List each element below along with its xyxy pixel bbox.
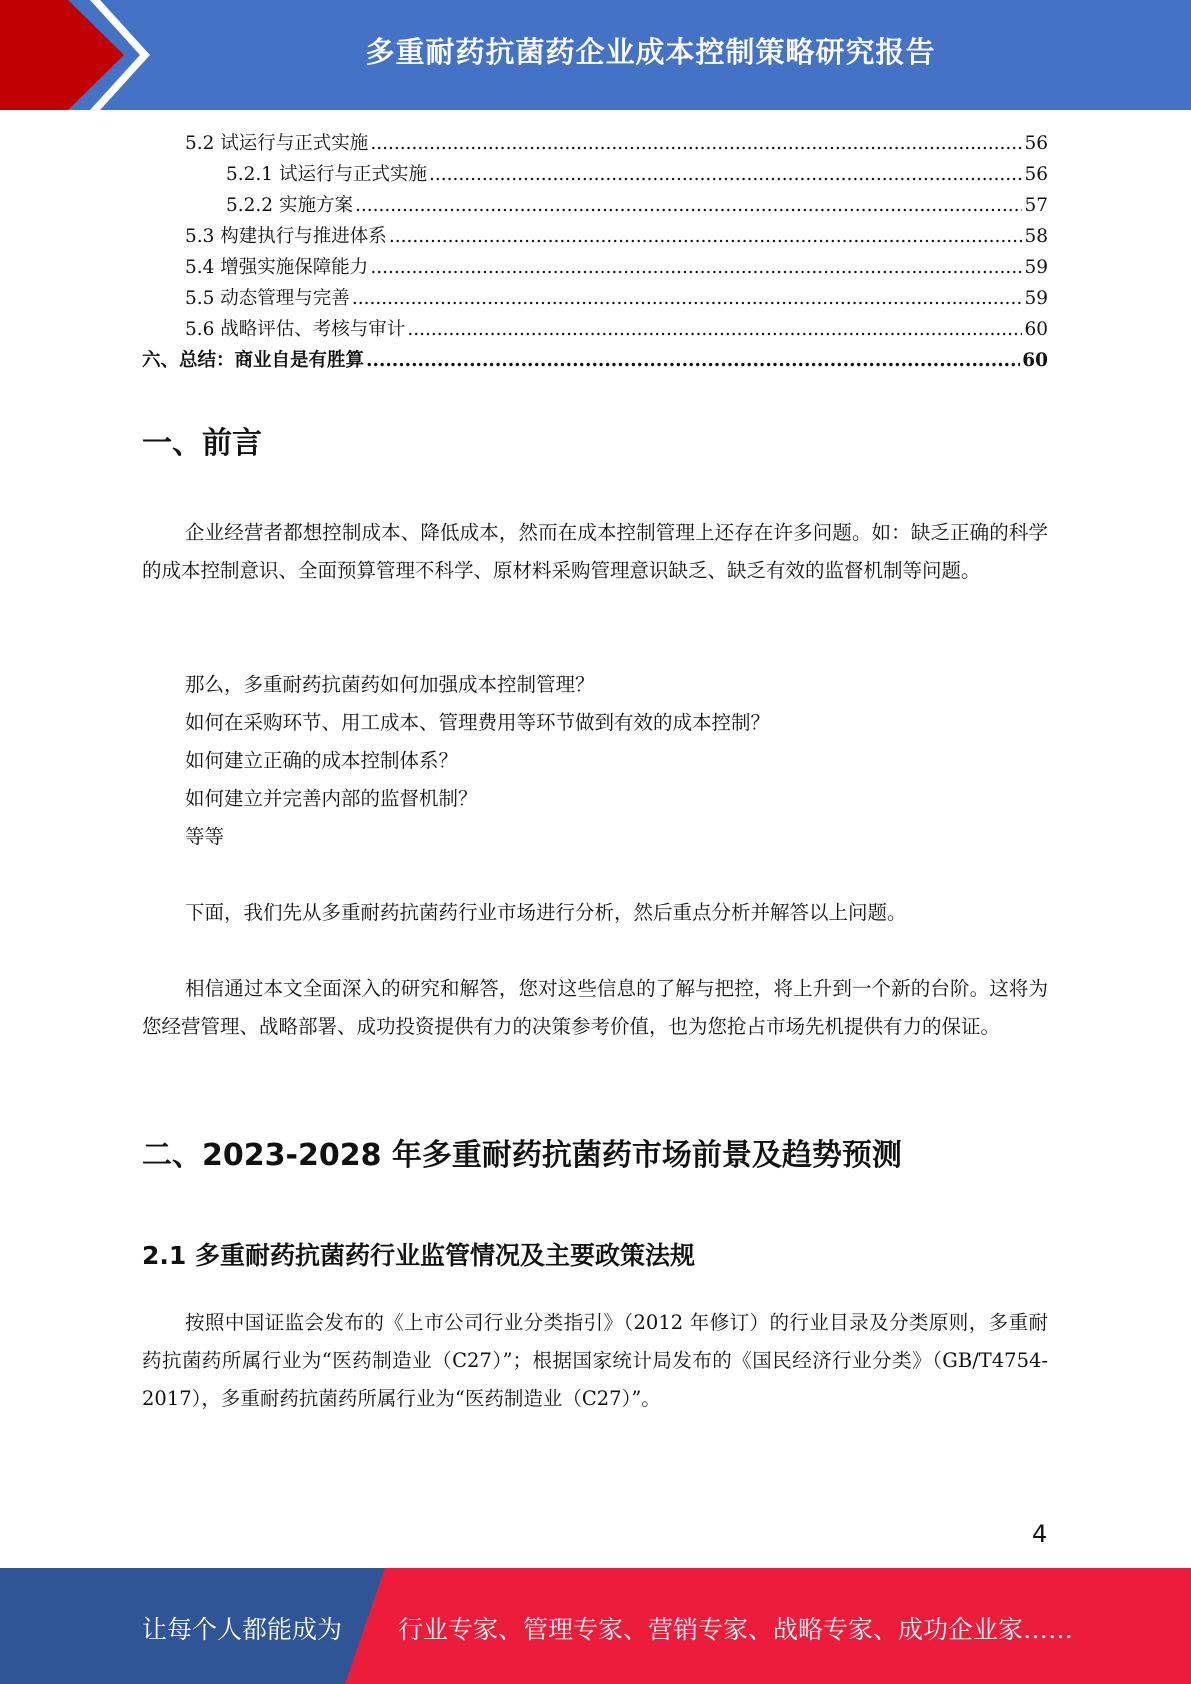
table-of-contents [142,128,1048,376]
toc-entry-label: 5.2.2 实施方案 [226,195,353,216]
toc-entry[interactable] [142,314,1048,345]
toc-entry[interactable] [142,221,1048,252]
toc-entry[interactable] [142,190,1048,221]
toc-entry-page: 58 [1024,226,1048,247]
footer-slogan-left: 让每个人都能成为 [142,1615,343,1644]
question-line: 如何在采购环节、用工成本、管理费用等环节做到有效的成本控制？ [185,711,771,734]
toc-entry[interactable] [142,252,1048,283]
toc-entry-page: 56 [1024,133,1048,154]
page-footer [0,1568,1191,1684]
toc-leader-dots [370,128,1022,159]
question-line: 如何建立并完善内部的监督机制？ [185,787,478,810]
analysis-paragraph: 下面，我们先从多重耐药抗菌药行业市场进行分析，然后重点分析并解答以上问题。 [185,901,907,924]
page-header [0,0,1191,110]
toc-leader-dots [355,190,1023,221]
report-title: 多重耐药抗菌药企业成本控制策略研究报告 [365,35,936,69]
question-line: 等等 [185,825,225,848]
toc-entry-label: 5.5 动态管理与完善 [185,288,350,309]
subsection-heading-regulation: 2.1 多重耐药抗菌药行业监管情况及主要政策法规 [142,1241,695,1270]
question-line: 如何建立正确的成本控制体系？ [185,749,459,772]
toc-entry-page: 59 [1024,288,1048,309]
toc-entry[interactable] [142,128,1048,159]
question-line: 那么，多重耐药抗菌药如何加强成本控制管理？ [185,673,595,696]
toc-entry[interactable] [142,345,1048,376]
toc-entry-page: 60 [1022,350,1048,371]
section-heading-preface: 一、前言 [142,426,262,461]
toc-entry-page: 57 [1024,195,1048,216]
toc-leader-dots [429,159,1022,190]
toc-entry-page: 59 [1024,257,1048,278]
toc-entry-label: 5.3 构建执行与推进体系 [185,226,387,247]
toc-leader-dots [352,283,1023,314]
preface-paragraph: 企业经营者都想控制成本、降低成本，然而在成本控制管理上还存在许多问题。如：缺乏正确的科学的成本控制意识、全面预算管理不科学、原材料采购管理意识缺乏、缺乏有效的监督机制等问题。 [142,521,1048,582]
section-heading-market-outlook: 二、2023-2028 年多重耐药抗菌药市场前景及趋势预测 [142,1138,902,1173]
toc-leader-dots [370,252,1022,283]
regulation-paragraph: 按照中国证监会发布的《上市公司行业分类指引》（2012 年修订）的行业目录及分类原则，多重耐药抗菌药所属行业为“医药制造业（C27）”；根据国家统计局发布的《国民经济行业分类》（GB/T4754-2017），多重耐药抗菌药所属行业为“医药制造业（C27）”。 [142,1311,1048,1410]
toc-leader-dots [366,345,1020,376]
page-number: 4 [1032,1520,1048,1548]
toc-entry-label: 5.6 战略评估、考核与审计 [185,319,406,340]
toc-leader-dots [389,221,1023,252]
toc-entry-page: 56 [1024,164,1048,185]
toc-entry-page: 60 [1024,319,1048,340]
value-paragraph: 相信通过本文全面深入的研究和解答，您对这些信息的了解与把控，将上升到一个新的台阶。这将为您经营管理、战略部署、成功投资提供有力的决策参考价值，也为您抢占市场先机提供有力的保证。 [142,977,1048,1038]
footer-slogan-right: 行业专家、管理专家、营销专家、战略专家、成功企业家…… [398,1615,1074,1644]
toc-entry-label: 5.2.1 试运行与正式实施 [226,164,427,185]
toc-entry-label: 5.2 试运行与正式实施 [185,133,369,154]
toc-entry[interactable] [142,283,1048,314]
toc-entry-label: 5.4 增强实施保障能力 [185,257,369,278]
toc-leader-dots [407,314,1022,345]
toc-entry[interactable] [142,159,1048,190]
toc-entry-label: 六、总结：商业自是有胜算 [142,350,365,371]
